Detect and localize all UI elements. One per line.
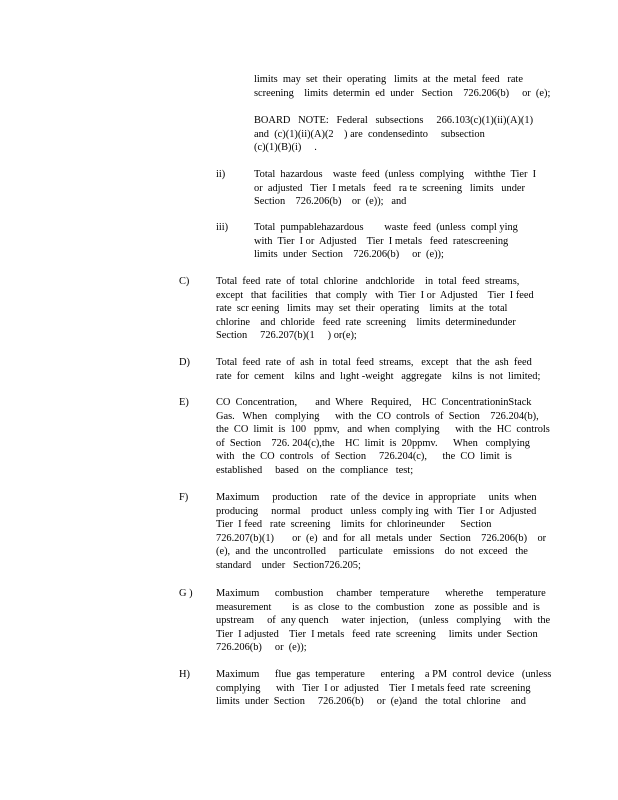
text-line: Maximum production rate of the device in appropriate units when [216,492,537,503]
text-line: rate scr eening limits may set their operating limits at the total [216,303,508,315]
text-line: with Tier I or Adjusted Tier I metals feed ratescreening [254,235,509,247]
item-label: G ) [179,588,193,599]
text-line: CO Concentration, and Where Required, HC ConcentrationinStack [216,397,532,408]
text-line: (c)(1)(B)(i) . [254,142,317,154]
text-line: rate for cement kilns and lıght -weight aggregate kilns is not limited; [216,370,541,382]
text-line: Maximum flue gas temperature entering a PM control device (unless [216,669,552,680]
text-line: standard under Section726.205; [216,559,361,571]
item-label: C) [179,276,190,287]
text-line: 726.206(b) or (e)); [216,642,307,654]
item-text [216,668,551,709]
text-line: Tier I adjusted Tier I metals feed rate screening limits under Section [216,628,538,640]
continuation-paragraph [254,73,550,100]
text-line: Gas. When complying with the CO controls of Section 726.204(b), [216,410,539,422]
text-line: with the CO controls of Section 726.204(c), the CO limit is [216,451,512,463]
item-text [216,587,550,655]
text-line: limits under Section 726.206(b) or (e)); [254,249,444,261]
text-line: producing normal product unless comply ing with Tier I or Adjusted [216,505,537,517]
text-line: Maximum combustion chamber temperature wherethe temperature [216,588,546,599]
sub-item-text [254,221,518,262]
text-line: Total feed rate of total chlorine andchloride in total feed streams, [216,276,520,287]
board-note [254,114,533,155]
item-text [216,491,546,573]
text-line: Total feed rate of ash in total feed streams, except that the ash feed [216,357,532,368]
item-text [216,356,540,383]
text-line: screening limits determin ed under Section 726.206(b) or (e); [254,87,551,99]
sub-item-label: ii) [216,169,226,180]
text-line: the CO limit is 100 ppmv, and when complying with the HC controls [216,424,550,436]
item-label: F) [179,492,189,503]
text-line: Tier I feed rate screening limits for chlorineunder Section [216,519,492,531]
text-line: Total hazardous waste feed (unless complying withthe Tier I [254,169,537,180]
text-line: Section 726.207(b)(1 ) or(e); [216,330,357,342]
text-line: chlorine and chloride feed rate screening limits determinedunder [216,316,516,328]
text-line: or adjusted Tier I metals feed ra te screening limits under [254,182,525,194]
text-line: upstream of any quench water injection, (unless complying with the [216,615,551,627]
text-line: Total pumpablehazardous waste feed (unless compl ying [254,222,518,233]
text-line: complying with Tier I or adjusted Tier I metals feed rate screening [216,682,531,694]
text-line: (e), and the uncontrolled particulate emissions do not exceed the [216,546,528,558]
text-line: of Section 726. 204(c),the HC limit is 20ppmv. When complying [216,437,530,449]
item-label: H) [179,669,190,680]
item-text [216,396,550,478]
text-line: limits may set their operating limits at the metal feed rate [254,74,523,85]
text-line: 726.207(b)(1) or (e) and for all metals under Section 726.206(b) or [216,532,547,544]
text-line: measurement is as close to the combustion zone as possible and is [216,601,540,613]
text-line: and (c)(1)(ii)(A)(2 ) are condensedinto subsection [254,128,485,140]
text-line: Section 726.206(b) or (e)); and [254,196,407,208]
text-line: BOARD NOTE: Federal subsections 266.103(c)(1)(ii)(A)(1) [254,115,534,126]
text-line: established based on the compliance test; [216,464,414,476]
item-label: E) [179,397,189,408]
sub-item-text [254,168,536,209]
text-line: except that facilities that comply with Tier I or Adjusted Tier I feed [216,289,534,301]
item-text [216,275,534,343]
item-label: D) [179,357,190,368]
sub-item-label: iii) [216,222,229,233]
text-line: limits under Section 726.206(b) or (e)and the total chlorine and [216,696,526,708]
